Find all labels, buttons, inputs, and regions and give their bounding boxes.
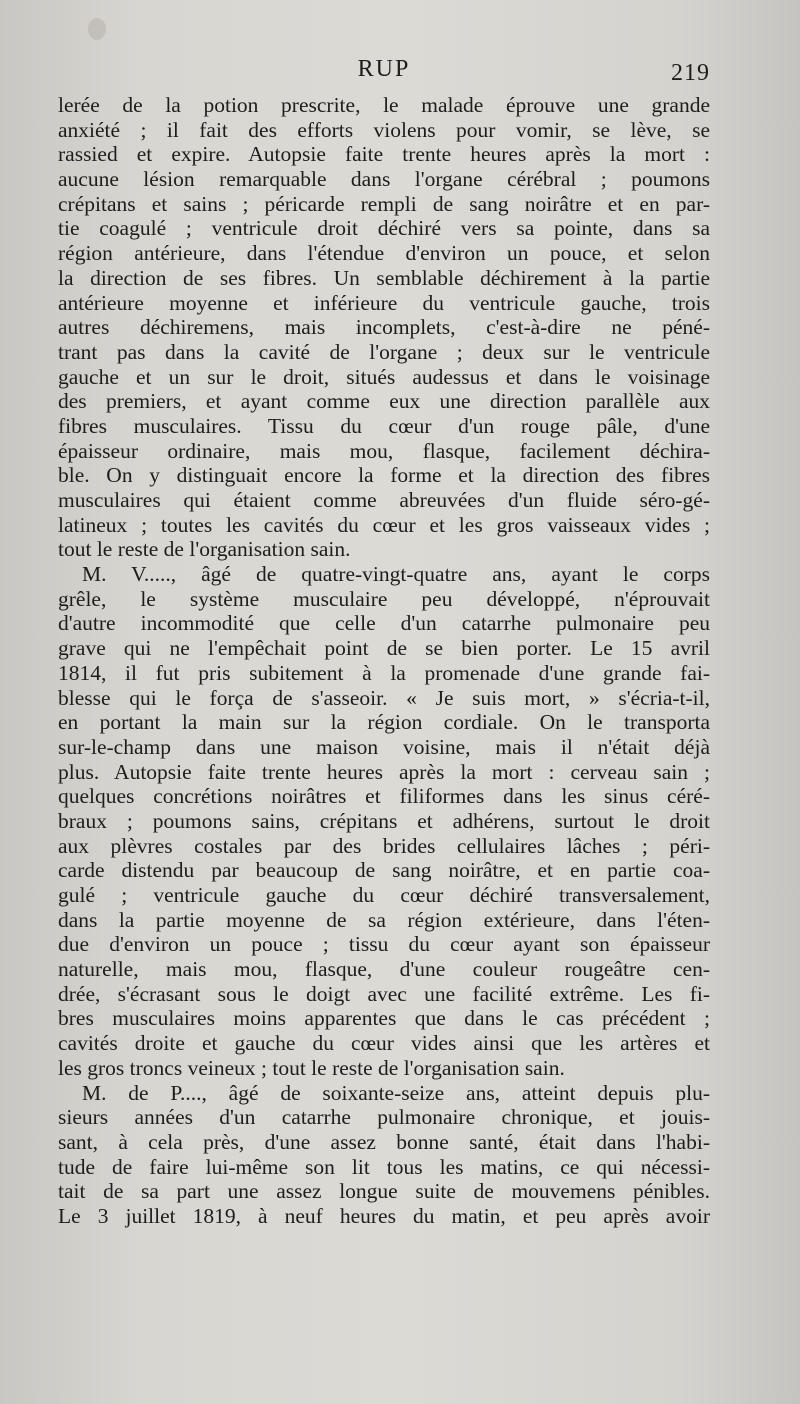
text-line: dans la partie moyenne de sa région extérieure, dans l'éten- bbox=[58, 907, 710, 932]
text-line: bres musculaires moins apparentes que dans le cas précédent ; bbox=[58, 1006, 710, 1031]
text-line: lerée de la potion prescrite, le malade éprouve une grande bbox=[58, 93, 710, 117]
text-line: carde distendu par beaucoup de sang noirâtre, et en partie coa- bbox=[58, 858, 710, 883]
text-line: due d'environ un pouce ; tissu du cœur ayant son épaisseur bbox=[58, 932, 710, 957]
text-line: drée, s'écrasant sous le doigt avec une facilité extrême. Les fi- bbox=[58, 981, 710, 1006]
text-line: sur-le-champ dans une maison voisine, mais il n'était déjà bbox=[58, 734, 710, 759]
text-line: en portant la main sur la région cordiale. On le transporta bbox=[58, 710, 710, 735]
text-line: trant pas dans la cavité de l'organe ; deux sur le ventricule bbox=[58, 339, 710, 364]
paper-stain bbox=[88, 18, 106, 40]
text-line: grêle, le système musculaire peu développé, n'éprouvait bbox=[58, 586, 710, 611]
text-line: fibres musculaires. Tissu du cœur d'un rouge pâle, d'une bbox=[58, 413, 710, 438]
text-line: rassied et expire. Autopsie faite trente heures après la mort : bbox=[58, 142, 710, 167]
text-line: tout le reste de l'organisation sain. bbox=[58, 537, 351, 562]
text-line: latineux ; toutes les cavités du cœur et les gros vaisseaux vides ; bbox=[58, 512, 710, 537]
text-line: plus. Autopsie faite trente heures après la mort : cerveau sain ; bbox=[58, 759, 710, 784]
text-line: épaisseur ordinaire, mais mou, flasque, facilement déchira- bbox=[58, 438, 710, 463]
text-line: gulé ; ventricule gauche du cœur déchiré transversalement, bbox=[58, 883, 710, 907]
text-line: tait de sa part une assez longue suite de mouvemens pénibles. bbox=[58, 1179, 710, 1204]
text-line: d'autre incommodité que celle d'un catarrhe pulmonaire peu bbox=[58, 611, 710, 636]
text-line: braux ; poumons sains, crépitans et adhérens, surtout le droit bbox=[58, 808, 710, 833]
text-line: grave qui ne l'empêchait point de se bien porter. Le 15 avril bbox=[58, 636, 710, 661]
text-line: gauche et un sur le droit, situés audessus et dans le voisinage bbox=[58, 364, 710, 389]
body-text bbox=[58, 93, 710, 1229]
text-line: M. V....., âgé de quatre-vingt-quatre ans, ayant le corps bbox=[82, 562, 710, 587]
text-line: cavités droite et gauche du cœur vides ainsi que les artères et bbox=[58, 1031, 710, 1056]
page-header bbox=[58, 56, 710, 90]
text-line: 1814, il fut pris subitement à la promenade d'une grande fai- bbox=[58, 660, 710, 685]
text-line: ble. On y distinguait encore la forme et la direction des fibres bbox=[58, 463, 710, 488]
text-line: blesse qui le força de s'asseoir. « Je suis mort, » s'écria-t-il, bbox=[58, 685, 710, 710]
text-line: quelques concrétions noirâtres et filiformes dans les sinus céré- bbox=[58, 784, 710, 809]
text-line: naturelle, mais mou, flasque, d'une couleur rougeâtre cen- bbox=[58, 957, 710, 982]
running-head: RUP bbox=[357, 56, 411, 82]
text-line: crépitans et sains ; péricarde rempli de sang noirâtre et en par- bbox=[58, 191, 710, 216]
text-line: sant, à cela près, d'une assez bonne santé, était dans l'habi- bbox=[58, 1129, 710, 1154]
page-number: 219 bbox=[671, 60, 710, 86]
text-line: les gros troncs veineux ; tout le reste de l'organisation sain. bbox=[58, 1055, 565, 1080]
text-line: antérieure moyenne et inférieure du ventricule gauche, trois bbox=[58, 290, 710, 315]
text-line: autres déchiremens, mais incomplets, c'est-à-dire ne péné- bbox=[58, 315, 710, 340]
text-line: M. de P...., âgé de soixante-seize ans, atteint depuis plu- bbox=[82, 1080, 710, 1105]
text-line: anxiété ; il fait des efforts violens pour vomir, se lève, se bbox=[58, 117, 710, 142]
text-line: région antérieure, dans l'étendue d'environ un pouce, et selon bbox=[58, 241, 710, 266]
text-line: Le 3 juillet 1819, à neuf heures du matin, et peu après avoir bbox=[58, 1203, 710, 1228]
text-line: des premiers, et ayant comme eux une direction parallèle aux bbox=[58, 389, 710, 414]
text-line: musculaires qui étaient comme abreuvées d'un fluide séro-gé- bbox=[58, 488, 710, 512]
text-line: aucune lésion remarquable dans l'organe cérébral ; poumons bbox=[58, 167, 710, 192]
text-line: aux plèvres costales par des brides cellulaires lâches ; péri- bbox=[58, 833, 710, 858]
text-line: tude de faire lui-même son lit tous les matins, ce qui nécessi- bbox=[58, 1154, 710, 1179]
text-line: sieurs années d'un catarrhe pulmonaire chronique, et jouis- bbox=[58, 1105, 710, 1130]
text-line: tie coagulé ; ventricule droit déchiré vers sa pointe, dans sa bbox=[58, 216, 710, 241]
text-line: la direction de ses fibres. Un semblable déchirement à la partie bbox=[58, 265, 710, 290]
